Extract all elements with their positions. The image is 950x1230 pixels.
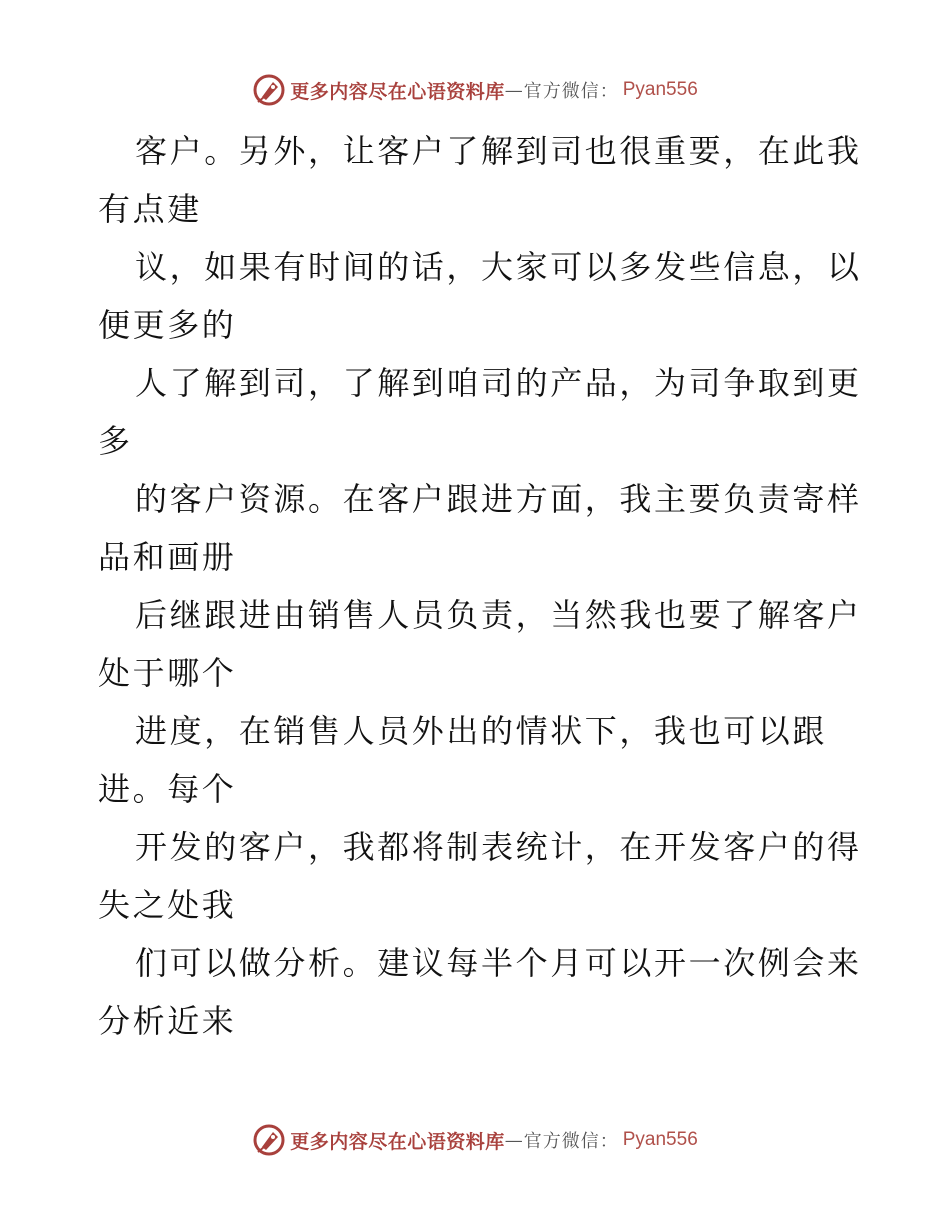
text-line: 们可以做分析。建议每半个月可以开一次例会来 bbox=[135, 944, 862, 982]
text-line: 分析近来 bbox=[98, 1002, 237, 1040]
promo-text: 更多内容尽在心语资料库 bbox=[290, 1130, 505, 1153]
text-line: 有点建 bbox=[98, 190, 202, 228]
text-line: 议，如果有时间的话，大家可以多发些信息，以 bbox=[135, 248, 862, 286]
document-body bbox=[98, 122, 878, 1050]
text-line: 进度，在销售人员外出的情状下，我也可以跟 bbox=[135, 712, 828, 750]
pen-nib-logo-icon bbox=[252, 1123, 286, 1157]
promo-text: 更多内容尽在心语资料库 bbox=[290, 80, 505, 103]
text-line: 品和画册 bbox=[98, 538, 237, 576]
text-line: 失之处我 bbox=[98, 886, 237, 924]
text-line: 便更多的 bbox=[98, 306, 237, 344]
text-line: 开发的客户，我都将制表统计，在开发客户的得 bbox=[135, 828, 862, 866]
wechat-label: 官方微信： bbox=[523, 81, 619, 102]
header-banner bbox=[0, 70, 950, 110]
text-line: 客户。另外，让客户了解到司也很重要，在此我 bbox=[135, 132, 862, 170]
text-line: 处于哪个 bbox=[98, 654, 237, 692]
wechat-handle: Pyan556 bbox=[622, 79, 698, 100]
text-line: 后继跟进由销售人员负责，当然我也要了解客户 bbox=[135, 596, 862, 634]
banner-separator: — bbox=[504, 79, 524, 101]
text-line: 进。每个 bbox=[98, 770, 237, 808]
footer-banner bbox=[0, 1120, 950, 1160]
wechat-handle: Pyan556 bbox=[622, 1129, 698, 1150]
banner-separator: — bbox=[504, 1129, 524, 1151]
pen-nib-logo-icon bbox=[252, 73, 286, 107]
text-line: 多 bbox=[98, 422, 133, 460]
text-line: 人了解到司，了解到咱司的产品，为司争取到更 bbox=[135, 364, 862, 402]
text-line: 的客户资源。在客户跟进方面，我主要负责寄样 bbox=[135, 480, 862, 518]
wechat-label: 官方微信： bbox=[523, 1131, 619, 1152]
